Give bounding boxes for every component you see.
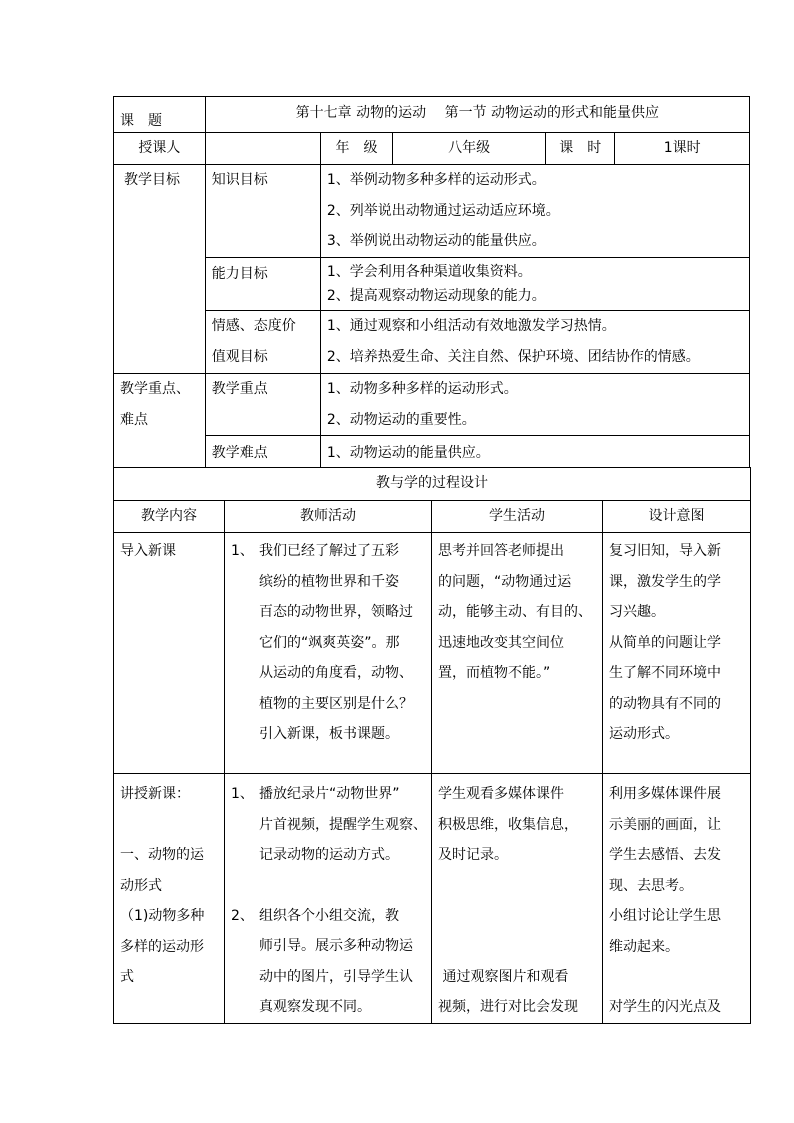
text-line: 生了解不同环境中	[609, 665, 721, 681]
list-item: 1、动物运动的能量供应。	[326, 445, 490, 461]
content-line: 一、动物的运	[120, 847, 204, 863]
step-text	[259, 901, 413, 1023]
text-line: 从简单的问题让学	[609, 634, 721, 651]
topic-value	[205, 97, 749, 133]
column-header	[114, 501, 225, 533]
list-item: 2、提高观察动物运动现象的能力。	[326, 288, 546, 304]
step-text	[259, 536, 413, 750]
new-lesson-teacher	[225, 774, 432, 1024]
column-header	[225, 501, 432, 533]
grade-value-text: 八年级	[448, 140, 491, 156]
text-line: 对学生的闪光点及	[609, 999, 721, 1015]
intro-student	[432, 533, 603, 774]
teacher-value	[205, 133, 320, 165]
grade-label	[320, 133, 392, 165]
knowledge-label-text: 知识目标	[211, 172, 268, 188]
text-line: 从运动的角度看，动物、	[259, 665, 413, 681]
knowledge-items	[320, 165, 749, 258]
content-line: （1)动物多种	[120, 908, 205, 924]
period-label-text: 课 时	[559, 140, 602, 156]
text-line: 百态的动物世界，领略过	[259, 604, 413, 620]
text-line: 习兴趣。	[609, 604, 665, 620]
text-line: 片首视频，提醒学生观察、	[259, 816, 427, 833]
emotion-items	[320, 311, 749, 374]
content-line: 导入新课	[120, 543, 176, 559]
content-line	[120, 810, 224, 841]
column-header-text: 学生活动	[489, 508, 545, 524]
period-label	[546, 133, 615, 165]
step-text	[259, 779, 427, 871]
knowledge-label	[205, 165, 320, 258]
new-lesson-design	[603, 774, 751, 1024]
list-item: 1、学会利用各种渠道收集资料。	[326, 264, 532, 280]
difficulty-label-text: 教学难点	[211, 445, 268, 461]
text-line: 示美丽的画面，让	[609, 816, 721, 833]
grade-label-text: 年 级	[335, 140, 378, 156]
column-header-text: 教学内容	[141, 508, 197, 524]
process-table	[113, 467, 751, 1024]
text-line: 学生观看多媒体课件	[438, 786, 564, 802]
column-header	[603, 501, 751, 533]
text-line: 真观察发现不同。	[259, 999, 371, 1015]
text-line: 的问题，“动物通过运	[438, 573, 572, 590]
ability-items	[320, 258, 749, 311]
text-line: 师引导。展示多种动物运	[259, 938, 413, 954]
teacher-step	[231, 779, 431, 871]
period-value-text: 1课时	[663, 140, 701, 156]
text-line: 置，而植物不能。”	[438, 665, 551, 681]
text-line: 及时记录。	[438, 847, 508, 863]
teacher-label-text: 授课人	[138, 140, 181, 156]
ability-label	[205, 258, 320, 311]
focus-label-text: 教学重点	[211, 381, 268, 397]
difficulty-label	[205, 436, 320, 468]
topic-label-text: 课 题	[120, 113, 162, 129]
content-line: 动形式	[120, 877, 162, 894]
new-lesson-content	[114, 774, 225, 1024]
text-line: 迅速地改变其空间位	[438, 634, 564, 651]
list-item: 1、动物多种多样的运动形式。	[326, 381, 518, 397]
text-line: 通过观察图片和观看	[438, 968, 569, 985]
text-line: 运动形式。	[609, 726, 679, 742]
key-points-label	[114, 374, 206, 468]
emotion-label	[205, 311, 320, 374]
content-line: 式	[120, 969, 134, 985]
content-line: 讲授新课：	[120, 786, 190, 802]
text-line: 课，激发学生的学	[609, 573, 721, 590]
key-points-label-line: 难点	[120, 411, 148, 428]
key-points-label-line: 教学重点、	[120, 381, 190, 397]
text-line: 动中的图片，引导学生认	[259, 968, 413, 985]
text-line: 记录动物的运动方式。	[259, 847, 399, 863]
text-line: 积极思维，收集信息，	[438, 816, 578, 833]
text-line: 维动起来。	[609, 938, 679, 955]
text-line: 播放纪录片“动物世界”	[259, 786, 400, 802]
topic-label	[114, 97, 206, 133]
emotion-label-line: 值观目标	[211, 348, 268, 365]
text-line: 现、去思考。	[609, 877, 693, 894]
list-item: 1、通过观察和小组活动有效地激发学习热情。	[326, 318, 616, 334]
grade-value	[393, 133, 546, 165]
difficulty-items	[320, 436, 749, 468]
intro-design	[603, 533, 751, 774]
list-item: 2、列举说出动物通过运动适应环境。	[326, 202, 560, 219]
intro-content	[114, 533, 225, 774]
objectives-label-text: 教学目标	[124, 172, 180, 188]
teacher-step	[231, 536, 431, 750]
text-line: 我们已经了解过了五彩	[259, 543, 399, 559]
column-header-text: 设计意图	[648, 508, 705, 524]
text-line: 引入新课，板书课题。	[259, 726, 399, 742]
process-title	[114, 468, 751, 501]
list-item: 2、培养热爱生命、关注自然、保护环境、团结协作的情感。	[326, 348, 700, 365]
text-line: 动，能够主动、有目的、	[438, 604, 592, 620]
intro-teacher	[225, 533, 432, 774]
focus-items	[320, 374, 749, 436]
text-line: 的动物具有不同的	[609, 695, 721, 712]
emotion-label-line: 情感、态度价	[211, 318, 296, 334]
process-title-text: 教与学的过程设计	[376, 475, 488, 491]
text-line: 缤纷的植物世界和千姿	[259, 573, 399, 590]
text-line: 组织各个小组交流，教	[259, 907, 399, 924]
text-line: 小组讨论让学生思	[609, 908, 721, 924]
focus-label	[205, 374, 320, 436]
step-number: 2、	[231, 907, 254, 924]
list-item: 1、举例动物多种多样的运动形式。	[326, 172, 546, 188]
lesson-info-table	[113, 96, 750, 468]
text-line: 植物的主要区别是什么？	[259, 695, 413, 712]
teacher-label	[114, 133, 206, 165]
teacher-step	[231, 901, 431, 1023]
column-header-text: 教师活动	[300, 508, 356, 524]
text-line: 利用多媒体课件展	[609, 786, 721, 802]
text-line: 复习旧知，导入新	[609, 543, 721, 559]
step-number: 1、	[231, 786, 254, 802]
list-item: 2、动物运动的重要性。	[326, 411, 476, 428]
topic-value-text: 第十七章 动物的运动 第一节 动物运动的形式和能量供应	[295, 105, 660, 121]
text-line: 视频，进行对比会发现	[438, 999, 578, 1015]
period-value	[615, 133, 750, 165]
objectives-label	[114, 165, 206, 374]
content-line: 多样的运动形	[120, 938, 204, 955]
text-line: 思考并回答老师提出	[438, 543, 564, 559]
text-line: 学生去感悟、去发	[609, 847, 721, 863]
list-item: 3、举例说出动物运动的能量供应。	[326, 233, 546, 249]
column-header	[432, 501, 603, 533]
step-number: 1、	[231, 543, 254, 559]
ability-label-text: 能力目标	[211, 266, 268, 282]
new-lesson-student	[432, 774, 603, 1024]
text-line: 它们的“飒爽英姿”。那	[259, 634, 400, 651]
